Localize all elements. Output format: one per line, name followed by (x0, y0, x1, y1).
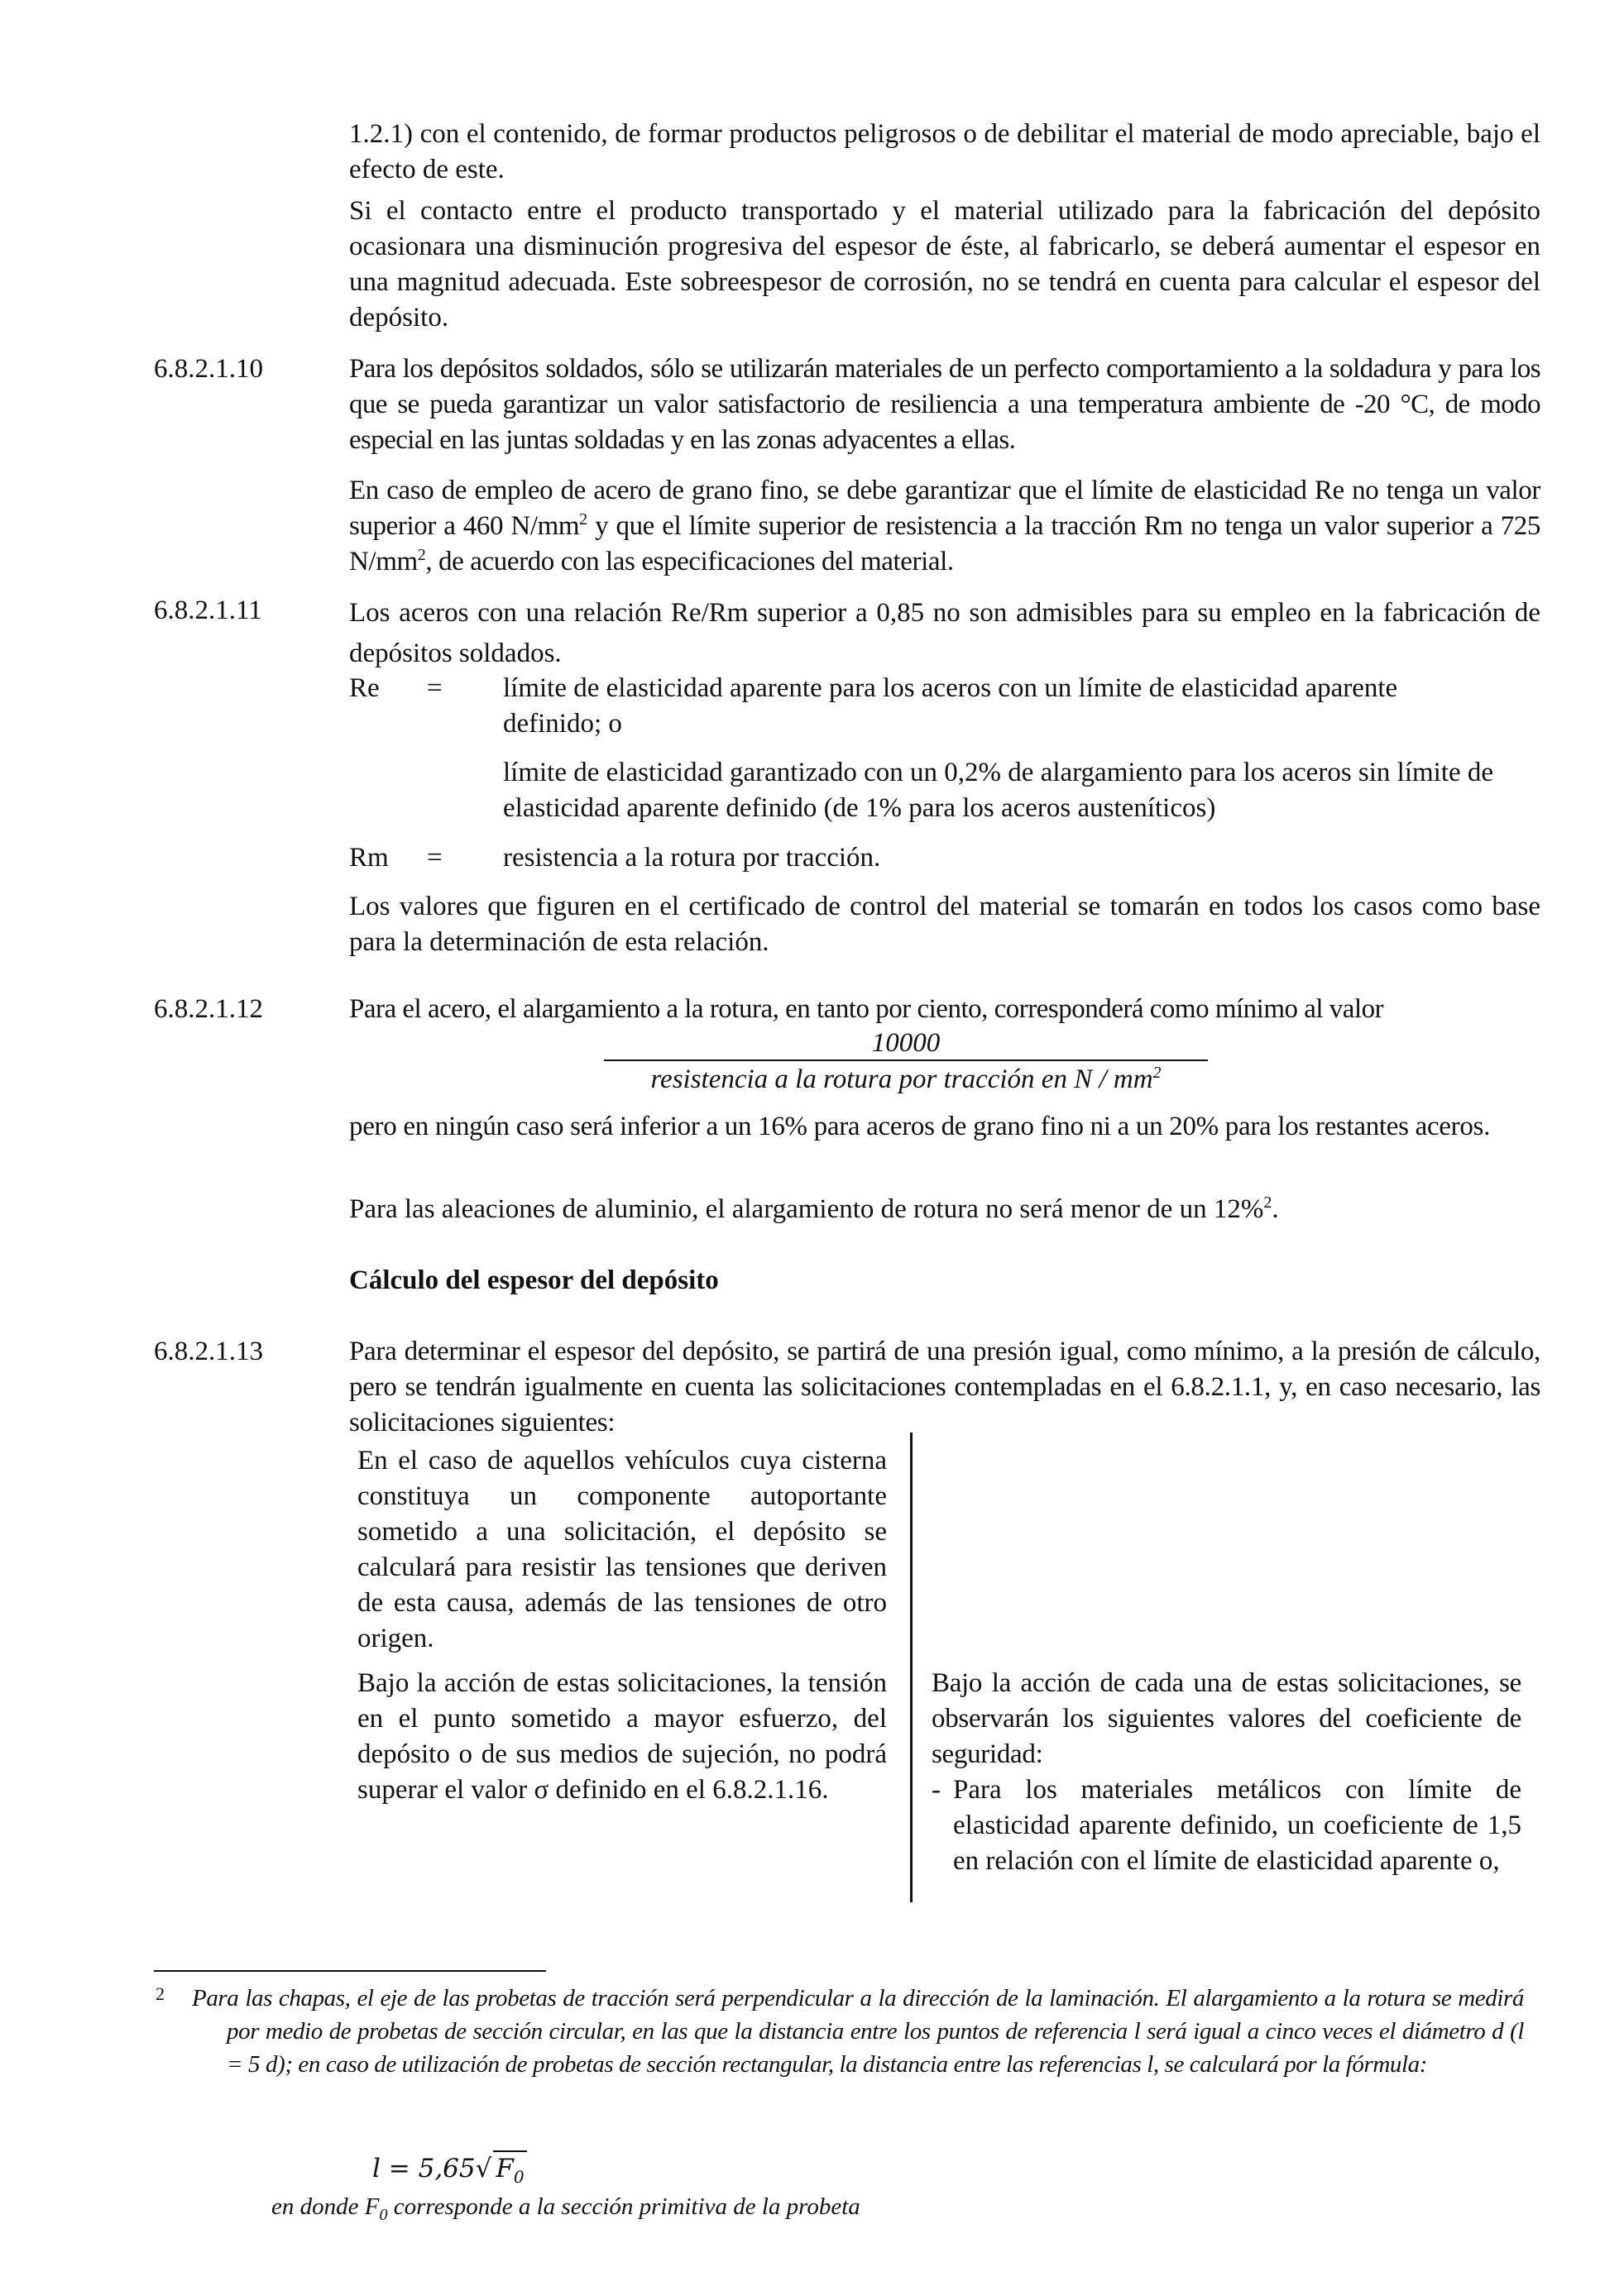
section-12-paragraph-1: Para el acero, el alargamiento a la rotura, en tanto por ciento, corresponderá como mínimo al valor (349, 994, 1384, 1024)
right-column-list-item-1: Para los materiales metálicos con límite de elasticidad aparente definido, un coeficiente de 1,5 en relación con el límite de elasticidad aparente o, (953, 1775, 1521, 1876)
section-heading: Cálculo del espesor del depósito (349, 1265, 719, 1295)
intro-paragraph-1: 1.2.1) con el contenido, de formar productos peligrosos o de debilitar el material de modo apreciable, bajo el efecto de este. (349, 119, 1540, 184)
re-equals: = (427, 673, 443, 703)
fraction-bar (604, 1060, 1208, 1061)
section-10-paragraph-2: En caso de empleo de acero de grano fino, se debe garantizar que el límite de elasticidad Re no tenga un valor superior a 460 $N/mm^2$ y que el límite superior de resistencia a la tracción Rm no tenga un valor superior a 725 $N/mm^2$, de acuerdo con las especificaciones del material. (349, 476, 1540, 576)
rm-definition: resistencia a la rotura por tracción. (503, 843, 881, 873)
section-number-12: 6.8.2.1.12 (154, 994, 263, 1024)
footnote-where: en donde $F_0$ corresponde a la sección primitiva de la probeta (271, 2193, 860, 2224)
re-definition-2: límite de elasticidad garantizado con un 0,2% de alargamiento para los aceros sin límite de elasticidad aparente definido (de 1% para los aceros austeníticos) (503, 758, 1494, 823)
fraction-numerator: 10000 (871, 1028, 941, 1058)
right-column-paragraph-1: Bajo la acción de cada una de estas solicitaciones, se observarán los siguientes valores del coeficiente de seguridad: (932, 1668, 1521, 1769)
footnote-mark: 2 (156, 1983, 165, 2004)
left-column-paragraph-2: Bajo la acción de estas solicitaciones, la tensión en el punto sometido a mayor esfuerzo, del depósito o de sus medios de sujeción, no podrá superar el valor σ definido en el 6.8.2.1.16. (357, 1668, 887, 1805)
section-11-paragraph-2: Los valores que figuren en el certificado de control del material se tomarán en todos los casos como base para la determinación de esta relación. (349, 892, 1540, 957)
section-13-paragraph-1: Para determinar el espesor del depósito, se partirá de una presión igual, como mínimo, a la presión de cálculo, pero se tendrán igualmente en cuenta las solicitaciones contempladas en el 6.8.2.1.1, y, en caso necesario, las solicitaciones siguientes: (349, 1337, 1540, 1437)
intro-paragraph-2: Si el contacto entre el producto transportado y el material utilizado para la fabricación del depósito ocasionara una disminución progresiva del espesor de éste, al fabricarlo, se deberá aumentar el espesor en una magnitud adecuada. Este sobreespesor de corrosión, no se tendrá en cuenta para calcular el espesor del depósito. (349, 196, 1540, 332)
footnote-separator (154, 1970, 546, 1972)
section-number-11: 6.8.2.1.11 (154, 596, 262, 625)
footnote-text: Para las chapas, el eje de las probetas de tracción será perpendicular a la dirección de la laminación. El alargamiento a la rotura se medirá por medio de probetas de sección circular, en las que la distancia entre los puntos de referencia l será igual a cinco veces el diámetro d (l = 5 d); en caso de utilización de probetas de sección rectangular, la distancia entre las referencias l, se calculará por la fórmula: (192, 1985, 1524, 2078)
fraction-denominator: resistencia a la rotura por tracción en N / $mm^2$ (650, 1064, 1162, 1094)
rm-equals: = (427, 843, 443, 873)
section-number-10: 6.8.2.1.10 (154, 354, 263, 384)
left-column-paragraph-1: En el caso de aquellos vehículos cuya cisterna constituya un componente autoportante sometido a una solicitación, el depósito se calculará para resistir las tensiones que deriven de esta causa, además de las tensiones de otro origen. (357, 1446, 887, 1653)
footnote-formula: l = 5,65√ $F_0$ (372, 2150, 527, 2185)
column-divider (910, 1433, 913, 1902)
section-10-paragraph-1: Para los depósitos soldados, sólo se utilizarán materiales de un perfecto comportamiento a la soldadura y para los que se pueda garantizar un valor satisfactorio de resiliencia a una temperatura ambiente de -20 °C, de modo especial en las juntas soldadas y en las zonas adyacentes a ellas. (349, 354, 1540, 455)
list-bullet: - (932, 1775, 941, 1805)
rm-symbol: Rm (349, 843, 389, 873)
section-number-13: 6.8.2.1.13 (154, 1337, 263, 1366)
re-symbol: Re (349, 673, 380, 703)
section-12-paragraph-3: Para las aleaciones de aluminio, el alargamiento de rotura no será menor de un 12%$^2$. (349, 1193, 1279, 1224)
section-11-paragraph-1: Los aceros con una relación Re/Rm superior a 0,85 no son admisibles para su empleo en la fabricación de depósitos soldados. (349, 598, 1540, 668)
section-12-paragraph-2: pero en ningún caso será inferior a un 16% para aceros de grano fino ni a un 20% para los restantes aceros. (349, 1112, 1491, 1141)
re-definition-1: límite de elasticidad aparente para los aceros con un límite de elasticidad aparente definido; o (503, 673, 1398, 739)
